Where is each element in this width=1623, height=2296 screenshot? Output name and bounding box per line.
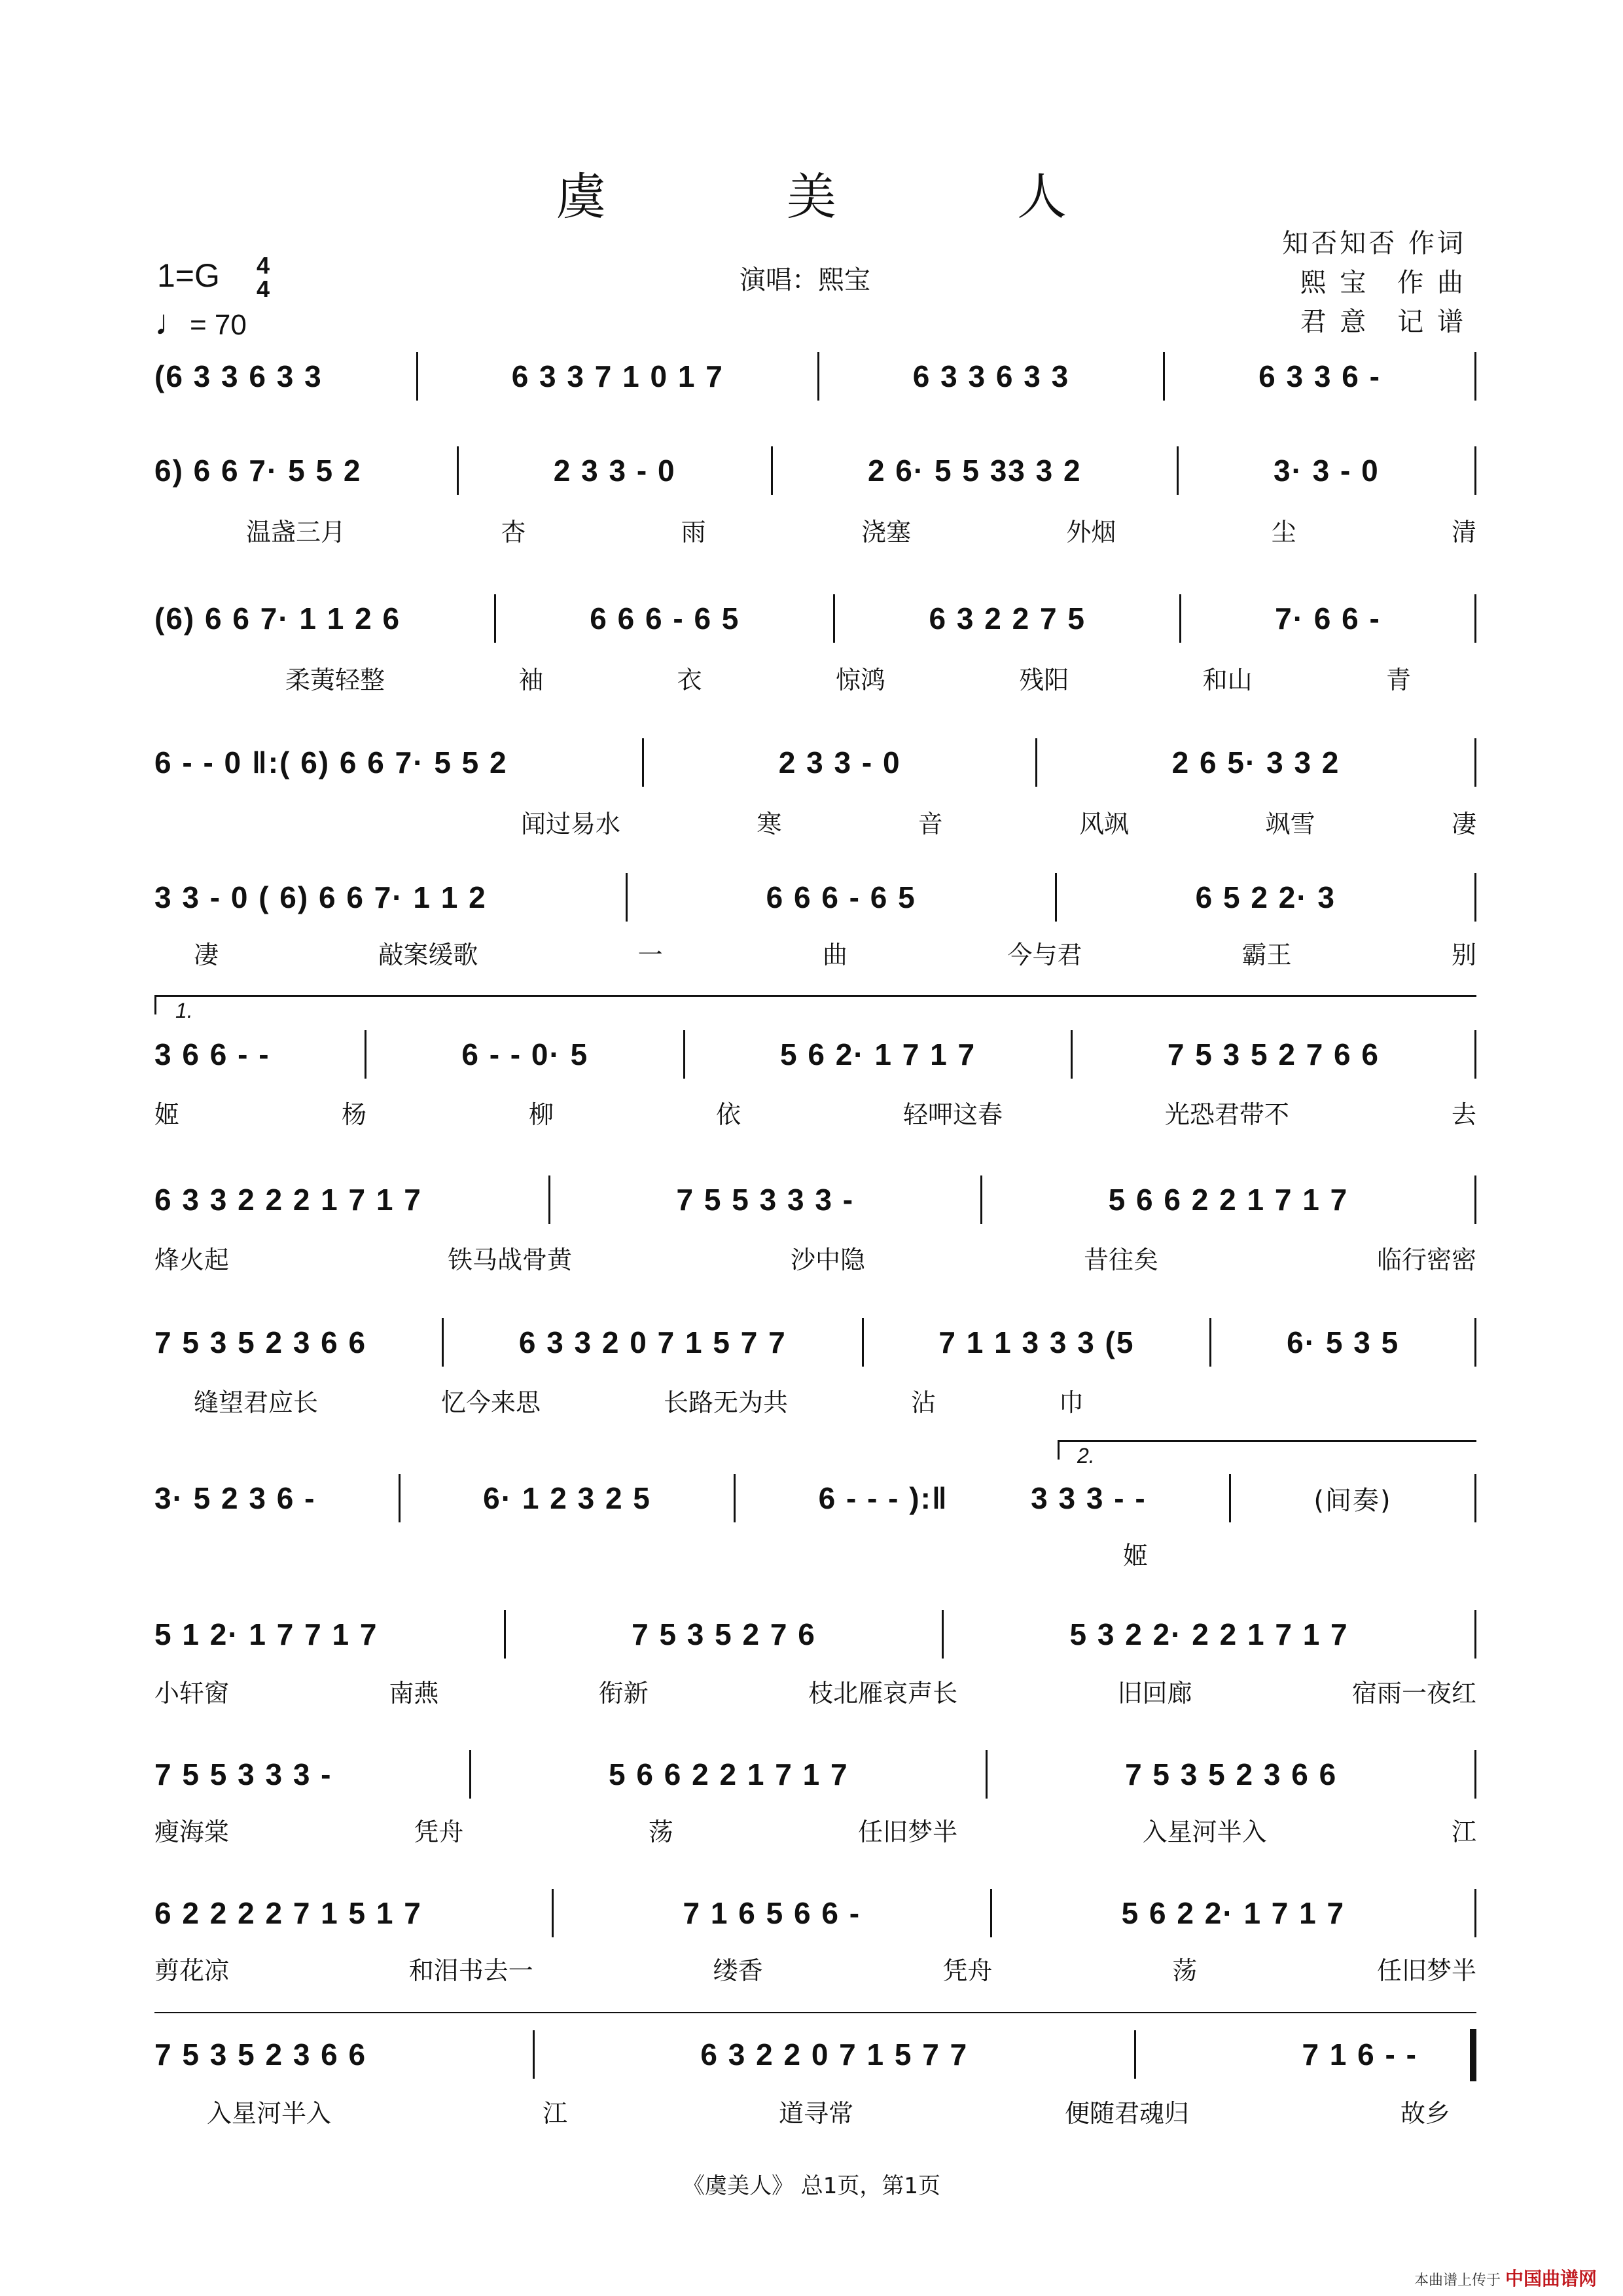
barline xyxy=(1474,594,1476,643)
notation-row xyxy=(154,1611,1476,1657)
measure: 5 6 6 2 2 1 7 1 7 xyxy=(609,1757,849,1791)
barline xyxy=(833,594,835,643)
lyric: 清 xyxy=(1451,518,1476,547)
volta-bracket-1 xyxy=(154,995,1476,997)
volta-bracket-2 xyxy=(1058,1440,1476,1442)
lyric: 霸王 xyxy=(1241,941,1292,969)
measure: 7 1 6 - - xyxy=(1302,2037,1418,2072)
measure: 2 6· 5 5 33 3 2 xyxy=(867,454,1082,488)
measure: 7 1 1 3 3 3 (5 xyxy=(938,1325,1135,1359)
notation-row xyxy=(154,353,1476,399)
notation-row xyxy=(154,448,1476,493)
lyric: 柔荑轻整 xyxy=(285,666,385,694)
lyric: 杨 xyxy=(341,1100,366,1129)
time-signature xyxy=(257,254,270,301)
barline xyxy=(1474,1610,1476,1659)
measure: 6 3 2 2 7 5 xyxy=(929,601,1086,636)
lyric: 闻过易水 xyxy=(521,810,621,838)
key-signature: 1=G xyxy=(157,257,220,294)
lyric: 任旧梦半 xyxy=(858,1818,958,1846)
barline xyxy=(1163,352,1165,401)
measure: 7 5 3 5 2 7 6 xyxy=(632,1617,816,1651)
lyric-row xyxy=(154,1812,1476,1848)
barline xyxy=(442,1318,444,1367)
barline xyxy=(1035,738,1037,787)
lyric-row xyxy=(154,1535,1476,1571)
lyric: 风飒 xyxy=(1079,810,1130,838)
measure: 6 - - - ):‖ xyxy=(818,1481,948,1515)
barline xyxy=(626,873,628,922)
measure: (6 3 3 6 3 3 xyxy=(154,359,323,393)
lyric: 尘 xyxy=(1271,518,1296,547)
measure: 6 3 2 2 0 7 1 5 7 7 xyxy=(700,2037,969,2072)
lyric-row xyxy=(154,804,1476,840)
volta-label-2: 2. xyxy=(1077,1444,1095,1467)
measure: 6 - - 0 ‖:( 6) 6 6 7· 5 5 2 xyxy=(154,745,508,780)
barline xyxy=(1179,594,1181,643)
lyric: 任旧梦半 xyxy=(1376,1956,1476,1985)
lyric: 入星河半入 xyxy=(207,2099,332,2128)
lyric: 剪花凉 xyxy=(154,1956,230,1985)
lyric: 沾 xyxy=(910,1388,936,1417)
measure: 2 3 3 - 0 xyxy=(553,454,676,488)
measure: 6 3 3 7 1 0 1 7 xyxy=(511,359,724,393)
barline xyxy=(986,1750,988,1799)
lyric: 杏 xyxy=(501,518,526,547)
page-title: 虞 美 人 xyxy=(556,168,1132,226)
lyric: 寒 xyxy=(757,810,782,838)
barline xyxy=(533,2030,535,2079)
barline xyxy=(1474,873,1476,922)
volta-tick xyxy=(154,995,156,1014)
barline xyxy=(552,1889,554,1937)
lyric: 衣 xyxy=(677,666,702,694)
lyric: 轻呷这春 xyxy=(902,1100,1003,1129)
barline xyxy=(416,352,418,401)
measure: 5 3 2 2· 2 2 1 7 1 7 xyxy=(1069,1617,1349,1651)
lyric: 长路无为共 xyxy=(663,1388,788,1417)
notation-row xyxy=(154,2032,1418,2077)
lyric: 柳 xyxy=(528,1100,554,1129)
measure: 3· 3 - 0 xyxy=(1273,454,1380,488)
measure: 6 6 6 - 6 5 xyxy=(590,601,740,636)
lyric-row xyxy=(154,1673,1476,1709)
lyric: 残阳 xyxy=(1019,666,1069,694)
lyric: 荡 xyxy=(648,1818,673,1846)
lyric: 和山 xyxy=(1202,666,1253,694)
lyric: 温盏三月 xyxy=(246,518,346,547)
measure: 5 6 6 2 2 1 7 1 7 xyxy=(1108,1183,1349,1217)
lyric: 缕香 xyxy=(713,1956,763,1985)
lyric: 飒雪 xyxy=(1265,810,1315,838)
barline xyxy=(1055,873,1057,922)
notation-row xyxy=(154,740,1476,785)
measure: 7· 6 6 - xyxy=(1275,601,1381,636)
measure: 7 5 3 5 2 3 6 6 xyxy=(154,1325,367,1359)
time-sig-bottom: 4 xyxy=(257,276,270,302)
lyric: 江 xyxy=(1451,1818,1476,1846)
lyric: 道寻常 xyxy=(778,2099,853,2128)
lyric: 雨 xyxy=(681,518,706,547)
barline xyxy=(942,1610,944,1659)
barline xyxy=(642,738,644,787)
barline xyxy=(862,1318,864,1367)
measure: 3 6 6 - - xyxy=(154,1037,270,1071)
barline xyxy=(1474,1318,1476,1367)
notation-row xyxy=(154,1031,1476,1077)
measure: 2 3 3 - 0 xyxy=(778,745,901,780)
measure: 6· 1 2 3 2 5 xyxy=(483,1481,651,1515)
lyric: 枝北雁哀声长 xyxy=(808,1679,958,1708)
barline xyxy=(1474,1030,1476,1079)
lyric: 临行密密 xyxy=(1376,1246,1476,1274)
watermark-prefix: 本曲谱上传于 xyxy=(1414,2272,1501,2289)
composer-credit: 熙 宝 作 曲 xyxy=(1300,268,1466,298)
final-barline xyxy=(1470,2029,1476,2081)
measure: 6 3 3 6 3 3 xyxy=(912,359,1070,393)
lyric: 便随君魂归 xyxy=(1064,2099,1189,2128)
lyric: 一 xyxy=(637,941,663,969)
measure: (6) 6 6 7· 1 1 2 6 xyxy=(154,601,401,636)
credits-block xyxy=(1282,224,1466,342)
barline xyxy=(1474,352,1476,401)
lyric: 今与君 xyxy=(1007,941,1082,969)
barline xyxy=(980,1175,982,1224)
barline xyxy=(1474,738,1476,787)
measure: 6 5 2 2· 3 xyxy=(1195,880,1336,914)
lyric: 昔往矣 xyxy=(1083,1246,1158,1274)
volta-tick xyxy=(1058,1440,1060,1460)
notation-row xyxy=(154,596,1476,641)
measure: 5 1 2· 1 7 7 1 7 xyxy=(154,1617,378,1651)
singer-credit: 演唱：熙宝 xyxy=(740,265,870,295)
lyric-row xyxy=(154,1950,1476,1986)
barline xyxy=(817,352,819,401)
barline xyxy=(1474,1175,1476,1224)
barline xyxy=(1134,2030,1136,2079)
lyric: 沙中隐 xyxy=(790,1246,865,1274)
time-sig-top: 4 xyxy=(257,252,270,279)
lyric: 外烟 xyxy=(1066,518,1116,547)
lyric: 凭舟 xyxy=(942,1956,993,1985)
measure: 7 5 3 5 2 3 6 6 xyxy=(1125,1757,1338,1791)
lyric: 姬 xyxy=(1123,1541,1149,1570)
lyricist-credit: 知否知否 作词 xyxy=(1282,228,1466,259)
lyric-row xyxy=(154,512,1476,548)
lyric: 姬 xyxy=(154,1100,180,1129)
lyric: 去 xyxy=(1451,1100,1476,1129)
barline xyxy=(399,1474,401,1522)
lyric: 依 xyxy=(715,1100,741,1129)
lyric-row xyxy=(154,1382,1084,1418)
measure: 3· 5 2 3 6 - xyxy=(154,1481,316,1515)
lyric-row xyxy=(154,1240,1476,1276)
lyric: 和泪书去一 xyxy=(408,1956,533,1985)
lyric-row xyxy=(154,2093,1450,2129)
lyric: 浇塞 xyxy=(861,518,911,547)
barline xyxy=(1177,446,1179,495)
barline xyxy=(1474,446,1476,495)
barline xyxy=(1229,1474,1231,1522)
lyric: 凄 xyxy=(194,941,219,969)
measure: 7 1 6 5 6 6 - xyxy=(683,1896,861,1930)
lyric: 荡 xyxy=(1172,1956,1198,1985)
barline xyxy=(1474,1750,1476,1799)
measure: 6) 6 6 7· 5 5 2 xyxy=(154,454,362,488)
lyric-row xyxy=(154,935,1476,971)
barline xyxy=(365,1030,366,1079)
lyric: 缝望君应长 xyxy=(194,1388,319,1417)
tempo-marking xyxy=(154,302,247,343)
lyric: 旧回廊 xyxy=(1117,1679,1192,1708)
lyric: 青 xyxy=(1385,666,1411,694)
system-divider xyxy=(154,2012,1476,2013)
tempo-value: = 70 xyxy=(190,309,247,341)
interlude-label: (间奏) xyxy=(1313,1485,1392,1516)
lyric: 敲案缓歌 xyxy=(378,941,478,969)
lyric: 惊鸿 xyxy=(835,666,885,694)
notation-row xyxy=(154,1751,1476,1797)
lyric: 别 xyxy=(1451,941,1476,969)
measure: 5 6 2 2· 1 7 1 7 xyxy=(1121,1896,1346,1930)
barline xyxy=(504,1610,506,1659)
barline xyxy=(1474,1889,1476,1937)
lyric: 凭舟 xyxy=(414,1818,464,1846)
measure: 5 6 2· 1 7 1 7 xyxy=(779,1037,976,1071)
barline xyxy=(469,1750,471,1799)
lyric: 凄 xyxy=(1451,810,1476,838)
measure: 6 - - 0· 5 xyxy=(461,1037,589,1071)
measure: 7 5 3 5 2 3 6 6 xyxy=(154,2037,367,2072)
measure: 7 5 3 5 2 7 6 6 xyxy=(1167,1037,1380,1071)
barline xyxy=(683,1030,685,1079)
measure: 2 6 5· 3 3 2 xyxy=(1171,745,1340,780)
measure: 7 5 5 3 3 3 - xyxy=(676,1183,855,1217)
lyric: 衔新 xyxy=(598,1679,649,1708)
barline xyxy=(457,446,459,495)
measure: 3 3 3 - - xyxy=(1031,1481,1147,1515)
measure: 6 3 3 2 0 7 1 5 7 7 xyxy=(518,1325,787,1359)
measure: 6 2 2 2 2 7 1 5 1 7 xyxy=(154,1896,422,1930)
notation-row xyxy=(154,874,1476,920)
volta-label-1: 1. xyxy=(175,999,193,1022)
lyric: 南燕 xyxy=(389,1679,439,1708)
lyric: 忆今来思 xyxy=(440,1388,541,1417)
lyric-row xyxy=(154,1094,1476,1130)
barline xyxy=(1071,1030,1073,1079)
lyric: 曲 xyxy=(822,941,847,969)
lyric: 铁马战骨黄 xyxy=(447,1246,572,1274)
quarter-note-icon: ♩ xyxy=(154,303,190,342)
measure: 7 5 5 3 3 3 - xyxy=(154,1757,332,1791)
lyric: 江 xyxy=(542,2099,567,2128)
lyric-row xyxy=(154,660,1411,696)
measure: 6 3 3 6 - xyxy=(1258,359,1381,393)
notation-row xyxy=(154,1475,1476,1521)
notation-row xyxy=(154,1319,1476,1365)
barline xyxy=(734,1474,736,1522)
notation-row xyxy=(154,1890,1476,1936)
barline xyxy=(494,594,496,643)
measure: 6 6 6 - 6 5 xyxy=(766,880,916,914)
notation-row xyxy=(154,1177,1476,1223)
lyric: 宿雨一夜红 xyxy=(1351,1679,1476,1708)
page-footer: 《虞美人》 总1页，第1页 xyxy=(682,2173,941,2199)
lyric: 光恐君带不 xyxy=(1164,1100,1289,1129)
lyric: 袖 xyxy=(518,666,544,694)
site-watermark xyxy=(1414,2265,1597,2291)
transcriber-credit: 君 意 记 谱 xyxy=(1300,307,1466,337)
measure: 6 3 3 2 2 2 1 7 1 7 xyxy=(154,1183,422,1217)
lyric: 瘦海棠 xyxy=(154,1818,230,1846)
lyric: 巾 xyxy=(1058,1388,1084,1417)
barline xyxy=(1209,1318,1211,1367)
barline xyxy=(771,446,773,495)
barline xyxy=(1474,1474,1476,1522)
lyric: 音 xyxy=(918,810,943,838)
barline xyxy=(990,1889,992,1937)
measure: 6· 5 3 5 xyxy=(1287,1325,1400,1359)
lyric: 小轩窗 xyxy=(154,1679,230,1708)
lyric: 烽火起 xyxy=(154,1246,230,1274)
measure: 3 3 - 0 ( 6) 6 6 7· 1 1 2 xyxy=(154,880,487,914)
lyric: 故乡 xyxy=(1400,2099,1450,2128)
lyric: 入星河半入 xyxy=(1142,1818,1267,1846)
barline xyxy=(548,1175,550,1224)
site-logo: 中国曲谱网 xyxy=(1505,2268,1597,2289)
